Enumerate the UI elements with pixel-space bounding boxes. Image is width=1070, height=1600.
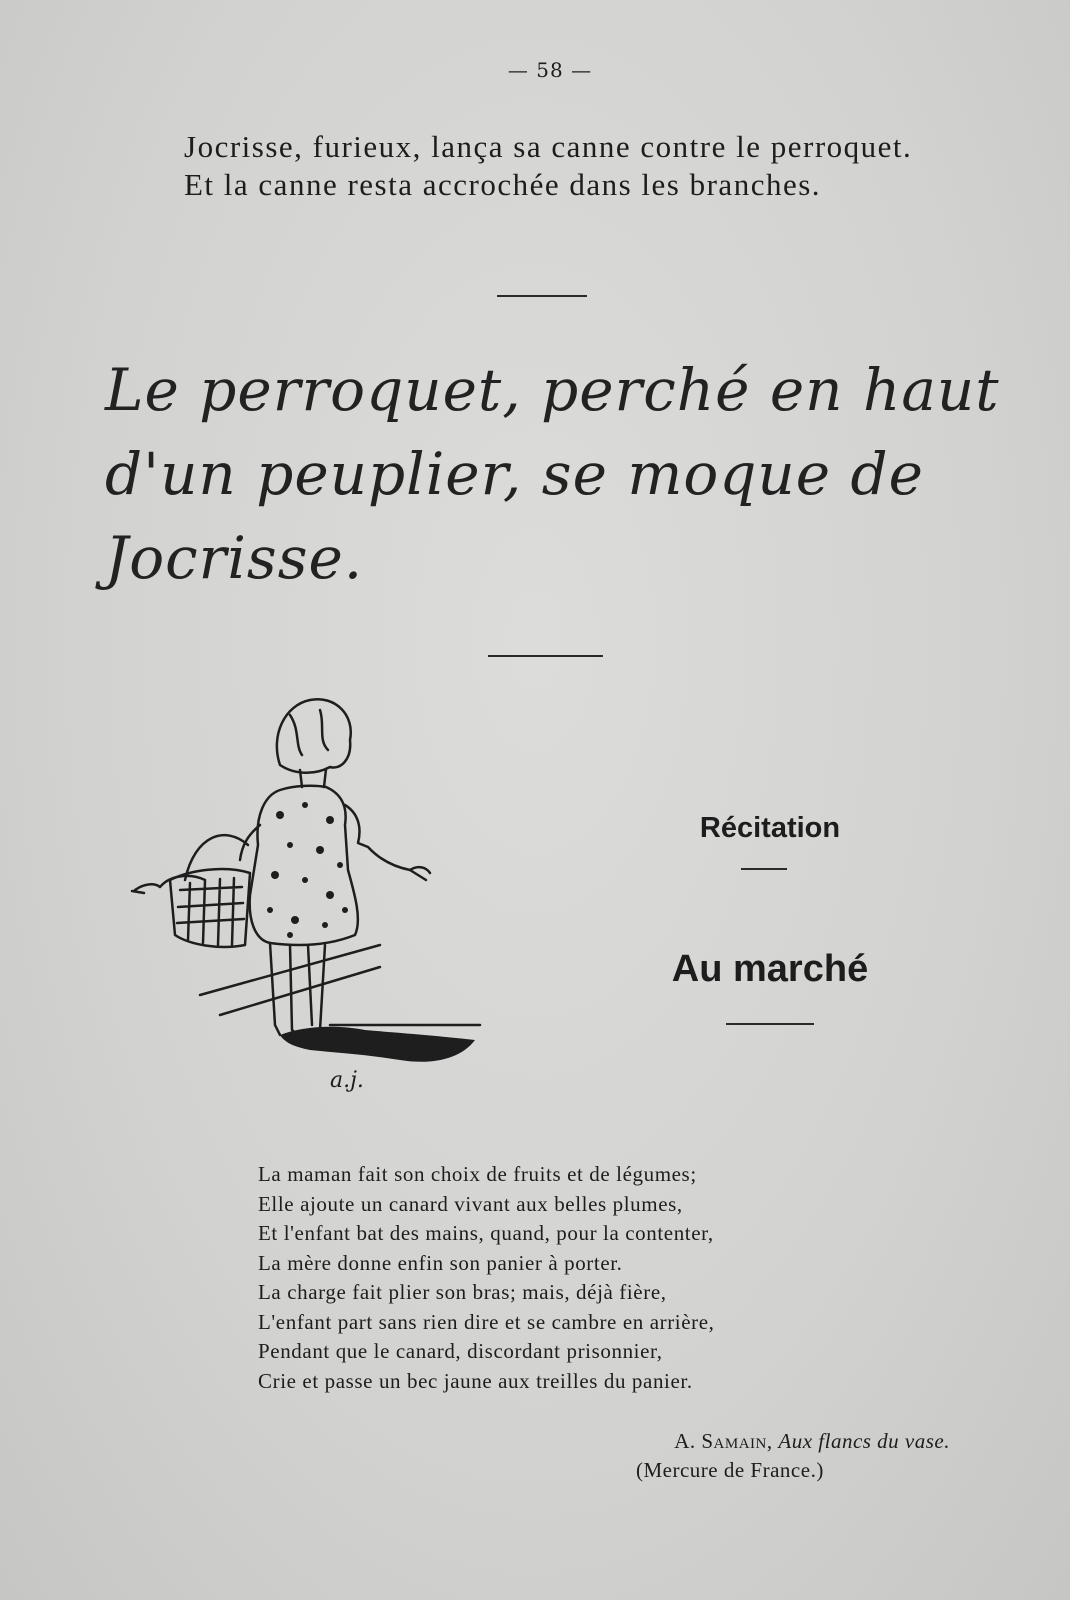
- poem-verse-7: Pendant que le canard, discordant prisonnier,: [258, 1339, 663, 1363]
- child-with-basket-illustration: [130, 695, 490, 1125]
- prose-paragraph-1: Jocrisse, furieux, lança sa canne contre le perroquet.: [184, 129, 913, 164]
- publication-source: (Mercure de France.): [636, 1458, 824, 1482]
- poem-verse-4: La mère donne enfin son panier à porter.: [258, 1250, 623, 1275]
- cursive-line-2: d'un peuplier, se moque de: [105, 440, 924, 508]
- prose-text: [110, 128, 990, 204]
- poem-attribution: [560, 1426, 950, 1457]
- page-number: — 58 —: [507, 58, 593, 82]
- cursive-line-1: Le perroquet, perché en haut: [105, 356, 1000, 424]
- poem-verse-6: L'enfant part sans rien dire et se cambre en arrière,: [258, 1309, 715, 1334]
- illustration-signature: a.j.: [330, 1068, 364, 1093]
- poem-verse-2: Elle ajoute un canard vivant aux belles plumes,: [258, 1191, 683, 1216]
- divider-rule-4: [726, 1023, 814, 1025]
- section-label-recitation: Récitation: [699, 812, 841, 844]
- cursive-line-3: Jocrisse.: [105, 524, 364, 592]
- author-name: Samain,: [701, 1429, 773, 1453]
- divider-rule-2: [488, 655, 603, 657]
- poem-verse-1: La maman fait son choix de fruits et de légumes;: [258, 1162, 697, 1186]
- poem-body: [258, 1160, 908, 1396]
- poem-verse-8: Crie et passe un bec jaune aux treilles du panier.: [258, 1368, 693, 1393]
- divider-rule-3: [741, 868, 787, 870]
- author-initial: A.: [674, 1429, 696, 1453]
- divider-rule-1: [497, 295, 587, 297]
- poem-verse-5: La charge fait plier son bras; mais, déjà fière,: [258, 1280, 667, 1304]
- cursive-copy-text: [105, 348, 1005, 600]
- poem-verse-3: Et l'enfant bat des mains, quand, pour la contenter,: [258, 1221, 714, 1245]
- poem-title: Au marché: [671, 948, 869, 990]
- prose-paragraph-2: Et la canne resta accrochée dans les branches.: [184, 167, 822, 202]
- work-title: Aux flancs du vase.: [778, 1429, 950, 1453]
